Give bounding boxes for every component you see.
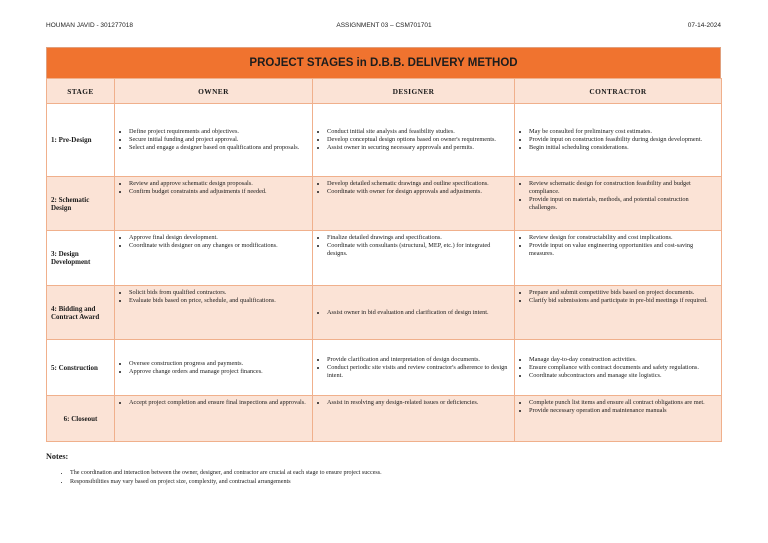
- designer-list: [315, 356, 508, 380]
- designer-cell: [313, 396, 515, 442]
- responsibility-item: • Coordinate subcontractors and manage site logistics.: [529, 372, 715, 380]
- notes-section: [46, 452, 726, 487]
- stage-cell: 4: Bidding and Contract Award: [47, 286, 115, 340]
- stage-cell: 2: Schematic Design: [47, 177, 115, 231]
- responsibility-item: • Prepare and submit competitive bids based on project documents.: [529, 289, 715, 297]
- responsibility-item: • Begin initial scheduling considerations.: [529, 144, 715, 152]
- note-item: • The coordination and interaction between the owner, designer, and contractor are crucial at each stage to ensure project success.: [70, 469, 726, 478]
- responsibility-item: • Manage day-to-day construction activities.: [529, 356, 715, 364]
- contractor-list: [517, 180, 715, 212]
- responsibility-item: • Review design for constructability and cost implications.: [529, 234, 715, 242]
- table-row: [47, 286, 722, 340]
- stages-table-container: [46, 47, 721, 442]
- contractor-cell: [515, 231, 722, 286]
- column-header-contractor: CONTRACTOR: [515, 79, 722, 104]
- responsibility-item: • Develop detailed schematic drawings and outline specifications.: [327, 180, 508, 188]
- table-body: [47, 104, 722, 442]
- owner-list: [117, 180, 306, 196]
- table-row: [47, 340, 722, 396]
- owner-list: [117, 128, 306, 152]
- contractor-list: [517, 289, 715, 305]
- table-row: [47, 177, 722, 231]
- owner-list: [117, 399, 306, 407]
- responsibility-item: • Approve change orders and manage project finances.: [129, 368, 306, 376]
- responsibility-item: • Complete punch list items and ensure all contract obligations are met.: [529, 399, 715, 407]
- contractor-cell: [515, 286, 722, 340]
- owner-cell: [115, 104, 313, 177]
- responsibility-item: • Coordinate with consultants (structural, MEP, etc.) for integrated designs.: [327, 242, 508, 258]
- responsibility-item: • Confirm budget constraints and adjustments if needed.: [129, 188, 306, 196]
- responsibility-item: • Provide input on materials, methods, and potential construction challenges.: [529, 196, 715, 212]
- responsibility-item: • Coordinate with owner for design approvals and adjustments.: [327, 188, 508, 196]
- contractor-cell: [515, 104, 722, 177]
- responsibility-item: • Provide clarification and interpretation of design documents.: [327, 356, 508, 364]
- table-row: [47, 104, 722, 177]
- assignment-title: ASSIGNMENT 03 – CSM701701: [336, 22, 432, 29]
- table-row: [47, 396, 722, 442]
- responsibility-item: • Accept project completion and ensure final inspections and approvals.: [129, 399, 306, 407]
- responsibility-item: • Ensure compliance with contract documents and safety regulations.: [529, 364, 715, 372]
- responsibility-item: • Secure initial funding and project approval.: [129, 136, 306, 144]
- contractor-cell: [515, 340, 722, 396]
- designer-cell: [313, 177, 515, 231]
- owner-cell: [115, 177, 313, 231]
- owner-list: [117, 360, 306, 376]
- notes-list: [46, 469, 726, 487]
- designer-cell: [313, 286, 515, 340]
- responsibility-item: • Oversee construction progress and payments.: [129, 360, 306, 368]
- responsibility-item: • Develop conceptual design options based on owner's requirements.: [327, 136, 508, 144]
- column-header-stage: STAGE: [47, 79, 115, 104]
- responsibility-item: • Finalize detailed drawings and specifications.: [327, 234, 508, 242]
- notes-title: Notes:: [46, 452, 69, 461]
- responsibility-item: • Conduct periodic site visits and review contractor's adherence to design intent.: [327, 364, 508, 380]
- designer-list: [315, 399, 508, 407]
- responsibility-item: • Select and engage a designer based on qualifications and proposals.: [129, 144, 306, 152]
- responsibility-item: • Approve final design development.: [129, 234, 306, 242]
- stage-cell: 3: Design Development: [47, 231, 115, 286]
- contractor-cell: [515, 177, 722, 231]
- stage-cell: 6: Closeout: [47, 396, 115, 442]
- author-id: HOUMAN JAVID - 301277018: [46, 22, 133, 29]
- responsibility-item: • May be consulted for preliminary cost estimates.: [529, 128, 715, 136]
- owner-cell: [115, 340, 313, 396]
- table-row: [47, 231, 722, 286]
- responsibility-item: • Assist in resolving any design-related issues or deficiencies.: [327, 399, 508, 407]
- stage-cell: 1: Pre-Design: [47, 104, 115, 177]
- column-header-designer: DESIGNER: [313, 79, 515, 104]
- owner-list: [117, 234, 306, 250]
- owner-cell: [115, 231, 313, 286]
- designer-cell: [313, 231, 515, 286]
- contractor-list: [517, 399, 715, 415]
- responsibility-item: • Provide input on value engineering opportunities and cost-saving measures.: [529, 242, 715, 258]
- designer-list: [315, 309, 508, 317]
- owner-cell: [115, 396, 313, 442]
- designer-list: [315, 180, 508, 196]
- owner-cell: [115, 286, 313, 340]
- stages-table: [46, 78, 722, 442]
- responsibility-item: • Assist owner in securing necessary approvals and permits.: [327, 144, 508, 152]
- responsibility-item: • Solicit bids from qualified contractors.: [129, 289, 306, 297]
- responsibility-item: • Coordinate with designer on any changes or modifications.: [129, 242, 306, 250]
- table-header-row: [47, 79, 722, 104]
- designer-list: [315, 128, 508, 152]
- responsibility-item: • Review schematic design for construction feasibility and budget compliance.: [529, 180, 715, 196]
- contractor-cell: [515, 396, 722, 442]
- responsibility-item: • Provide input on construction feasibility during design development.: [529, 136, 715, 144]
- contractor-list: [517, 128, 715, 152]
- note-item: • Responsibilities may vary based on project size, complexity, and contractual arrangements: [70, 478, 726, 487]
- responsibility-item: • Clarify bid submissions and participate in pre-bid meetings if required.: [529, 297, 715, 305]
- page-date: 07-14-2024: [687, 22, 721, 29]
- contractor-list: [517, 356, 715, 380]
- responsibility-item: • Evaluate bids based on price, schedule, and qualifications.: [129, 297, 306, 305]
- responsibility-item: • Define project requirements and objectives.: [129, 128, 306, 136]
- column-header-owner: OWNER: [115, 79, 313, 104]
- designer-list: [315, 234, 508, 258]
- page-header: [0, 22, 768, 34]
- owner-list: [117, 289, 306, 305]
- responsibility-item: • Review and approve schematic design proposals.: [129, 180, 306, 188]
- responsibility-item: • Conduct initial site analysis and feasibility studies.: [327, 128, 508, 136]
- designer-cell: [313, 340, 515, 396]
- stage-cell: 5: Construction: [47, 340, 115, 396]
- contractor-list: [517, 234, 715, 258]
- table-title: PROJECT STAGES in D.B.B. DELIVERY METHOD: [46, 47, 721, 78]
- designer-cell: [313, 104, 515, 177]
- responsibility-item: • Provide necessary operation and maintenance manuals: [529, 407, 715, 415]
- responsibility-item: • Assist owner in bid evaluation and clarification of design intent.: [327, 309, 508, 317]
